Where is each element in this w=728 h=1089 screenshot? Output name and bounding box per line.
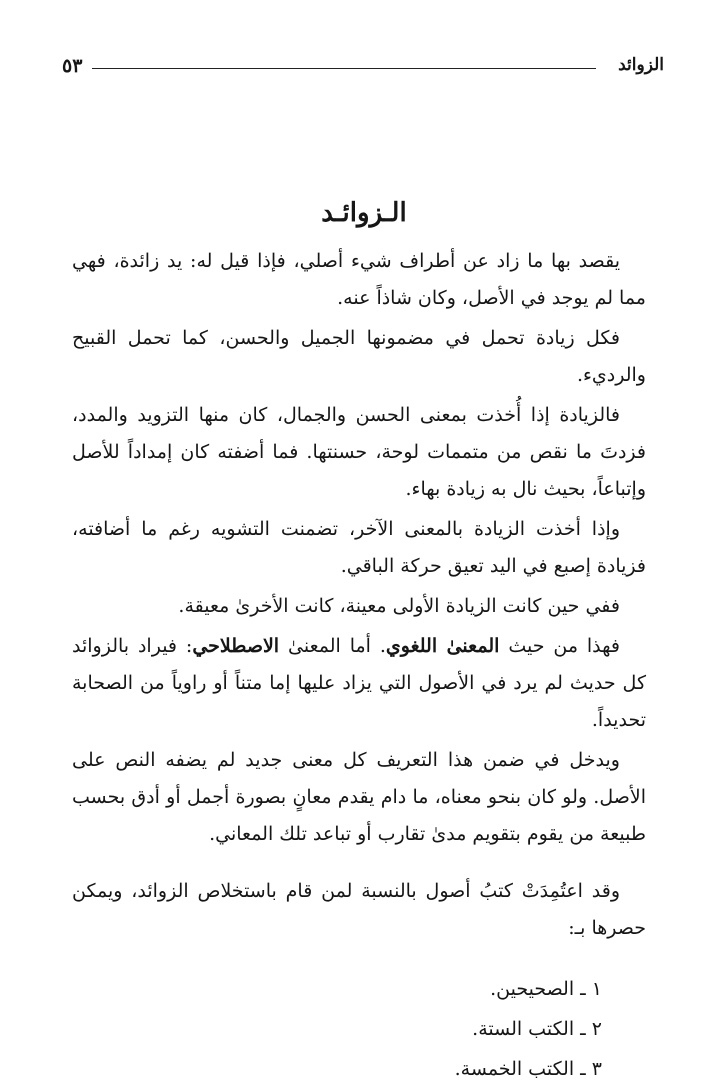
paragraph-6 bbox=[72, 628, 646, 739]
paragraph-8: وقد اعتُمِدَتْ كتبُ أصول بالنسبة لمن قام باستخلاص الزوائد، ويمكن حصرها بـ: bbox=[72, 880, 646, 939]
list-item: ٣ ـ الكتب الخمسة. bbox=[454, 1058, 602, 1080]
paragraph-7: ويدخل في ضمن هذا التعريف كل معنى جديد لم يضفه النص على الأصل. ولو كان بنحو معناه، ما دام يقدم معانٍ بصورة أجمل أو أدق بحسب طبيعة من يقوم بتقويم مدىٰ تقارب أو تباعد تلك المعاني. bbox=[72, 749, 646, 845]
paragraph-6-rest: : فيراد بالزوائد كل حديث لم يرد في الأصول التي يزاد عليها إما متناً أو راوياً من الصحابة تحديداً. bbox=[72, 635, 646, 731]
term-technical: الاصطلاحي bbox=[192, 635, 280, 657]
paragraph-1: يقصد بها ما زاد عن أطراف شيء أصلي، فإذا قيل له: يد زائدة، فهي مما لم يوجد في الأصل، وكان شاذاً عنه. bbox=[72, 250, 646, 309]
running-title: الزوائد bbox=[618, 55, 664, 75]
books-list bbox=[72, 969, 646, 1089]
term-linguistic: المعنىٰ اللغوي bbox=[385, 635, 500, 657]
list-item: ١ ـ الصحيحين. bbox=[490, 978, 602, 1000]
list-item: ٢ ـ الكتب الستة. bbox=[472, 1018, 602, 1040]
paragraph-4: وإذا أخذت الزيادة بالمعنى الآخر، تضمنت التشويه رغم ما أضافته، فزيادة إصبع في اليد تعيق حركة الباقي. bbox=[72, 518, 646, 577]
paragraph-5: ففي حين كانت الزيادة الأولى معينة، كانت الأخرىٰ معيقة. bbox=[178, 595, 620, 617]
section-title: الـزوائـد bbox=[321, 198, 407, 228]
header-rule bbox=[92, 68, 596, 69]
paragraph-6-intro: فهذا من حيث bbox=[508, 635, 620, 657]
paragraph-6-mid: . أما المعنىٰ bbox=[288, 635, 386, 657]
paragraph-2: فكل زيادة تحمل في مضمونها الجميل والحسن، كما تحمل القبيح والرديء. bbox=[72, 327, 646, 386]
page-header bbox=[62, 55, 664, 85]
paragraph-3: فالزيادة إذا أُخذت بمعنى الحسن والجمال، كان منها التزويد والمدد، فزدتَ ما نقص من متممات لوحة، حسنتها. فما أضفته كان إمداداً للأصل وإتباعاً، بحيث نال به زيادة بهاء. bbox=[72, 404, 646, 500]
body-text bbox=[72, 243, 646, 1089]
page-number: ٥٣ bbox=[62, 55, 83, 77]
